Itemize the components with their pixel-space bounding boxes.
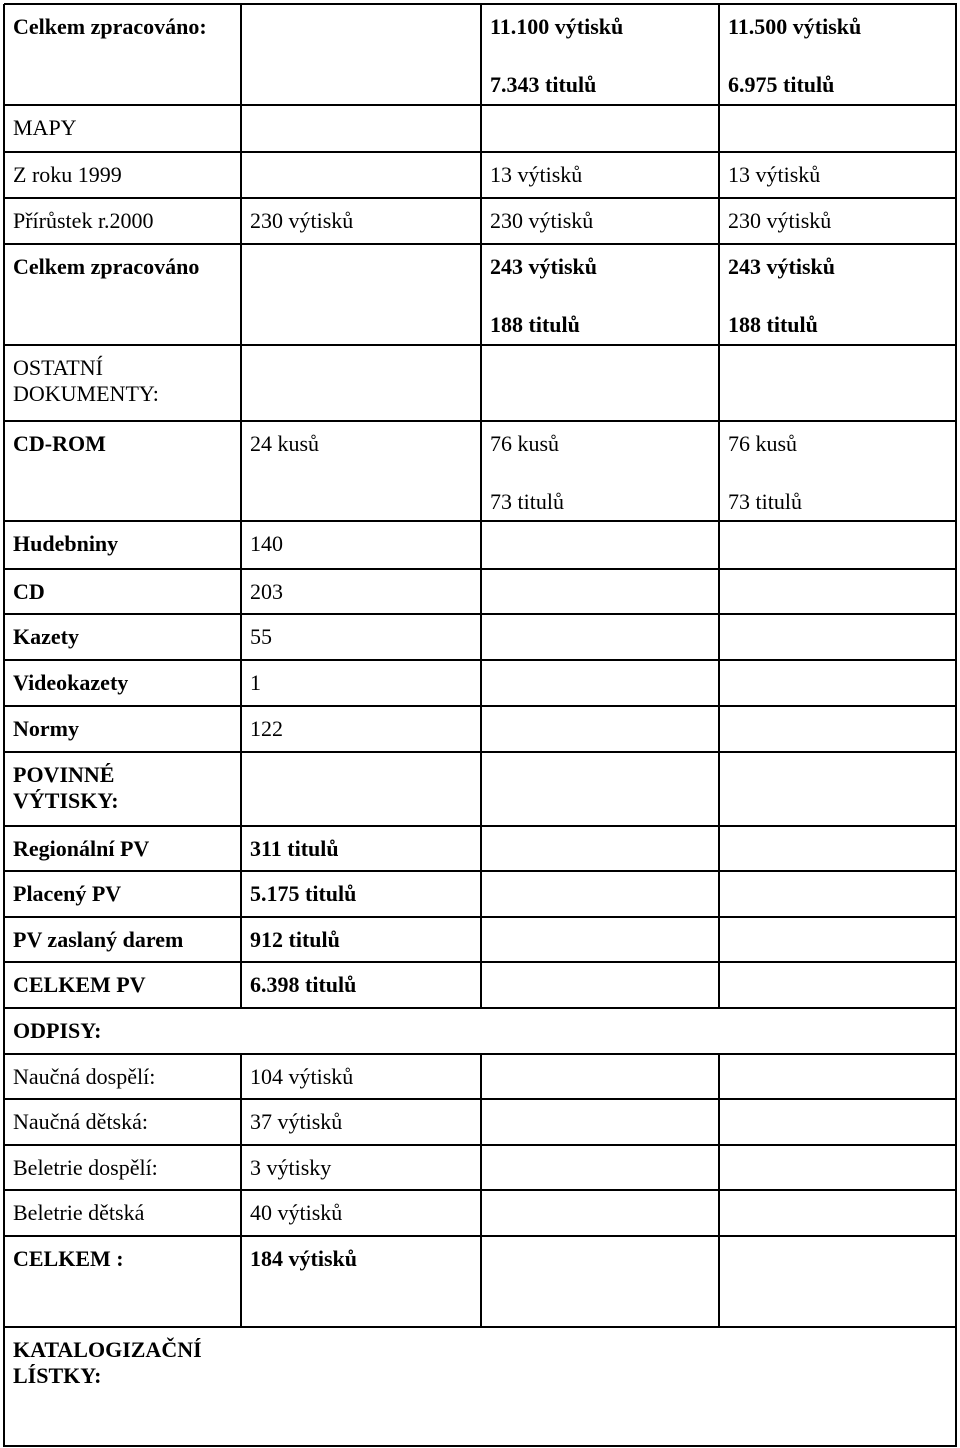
cell-cd-rom-col3-line0: 76 kusů	[728, 431, 798, 456]
table-border	[240, 614, 242, 661]
table-border	[480, 198, 482, 245]
table-border	[240, 152, 242, 199]
table-border	[480, 521, 482, 570]
cell-z-roku-1999-col0: Z roku 1999	[13, 162, 122, 187]
table-border	[718, 152, 720, 199]
cell-celkem-pv-col0: CELKEM PV	[13, 972, 146, 997]
cell-prirustek-2000-col0: Přírůstek r.2000	[13, 208, 154, 233]
cell-ostatni-dokumenty-col0-line0: OSTATNÍ	[13, 355, 103, 380]
table-border	[240, 4, 242, 106]
cell-beletrie-dospeli-col0: Beletrie dospělí:	[13, 1155, 158, 1180]
table-border	[240, 345, 242, 422]
table-border	[480, 962, 482, 1009]
cell-cd-col0: CD	[13, 579, 45, 604]
cell-placeny-pv-col1: 5.175 titulů	[250, 881, 357, 906]
cell-placeny-pv-col0: Placený PV	[13, 881, 122, 906]
table-border	[480, 1099, 482, 1146]
table-border	[718, 569, 720, 615]
cell-celkem-zpracovano-1-col2-line1: 7.343 titulů	[490, 72, 597, 97]
cell-naucna-dospeli-col0: Naučná dospělí:	[13, 1064, 156, 1089]
cell-cd-col1: 203	[250, 579, 283, 604]
cell-regionalni-pv-col0: Regionální PV	[13, 836, 150, 861]
cell-cd-rom-col3-line1: 73 titulů	[728, 489, 802, 514]
table-border	[480, 1145, 482, 1191]
table-border	[240, 105, 242, 153]
table-border	[480, 1190, 482, 1237]
table-border	[718, 1099, 720, 1146]
table-border	[718, 1236, 720, 1328]
cell-ostatni-dokumenty-col0-line1: DOKUMENTY:	[13, 381, 159, 406]
cell-kazety-col1: 55	[250, 624, 272, 649]
cell-normy-col0: Normy	[13, 716, 79, 741]
cell-odpisy-col0: ODPISY:	[13, 1018, 102, 1043]
cell-naucna-dospeli-col1: 104 výtisků	[250, 1064, 354, 1089]
table-border	[480, 4, 482, 106]
table-border	[480, 752, 482, 827]
cell-kazety-col0: Kazety	[13, 624, 79, 649]
table-border	[240, 1099, 242, 1146]
table-border	[718, 826, 720, 872]
cell-prirustek-2000-col3: 230 výtisků	[728, 208, 832, 233]
table-border	[718, 1145, 720, 1191]
cell-videokazety-col1: 1	[250, 670, 261, 695]
cell-celkem-col1: 184 výtisků	[250, 1246, 357, 1271]
cell-celkem-col0: CELKEM :	[13, 1246, 124, 1271]
table-border	[718, 244, 720, 346]
cell-videokazety-col0: Videokazety	[13, 670, 129, 695]
cell-katalogizacni-listky-col0-line0: KATALOGIZAČNÍ	[13, 1337, 202, 1362]
cell-katalogizacni-listky-col0-line1: LÍSTKY:	[13, 1363, 102, 1388]
cell-hudebniny-col0: Hudebniny	[13, 531, 119, 556]
table-border	[240, 752, 242, 827]
table-border	[240, 1145, 242, 1191]
cell-beletrie-detska-col1: 40 výtisků	[250, 1200, 343, 1225]
table-border	[718, 1054, 720, 1100]
table-border	[718, 871, 720, 918]
table-border	[240, 421, 242, 522]
table-border	[718, 521, 720, 570]
cell-povinne-vytisky-col0-line0: POVINNÉ	[13, 762, 115, 787]
table-border	[3, 4, 5, 1447]
table-border	[480, 614, 482, 661]
cell-mapy-col0: MAPY	[13, 115, 77, 140]
table-border	[240, 706, 242, 753]
table-border	[480, 871, 482, 918]
cell-celkem-zpracovano-1-col3-line1: 6.975 titulů	[728, 72, 835, 97]
table-border	[718, 706, 720, 753]
table-border	[240, 826, 242, 872]
table-border	[240, 569, 242, 615]
cell-hudebniny-col1: 140	[250, 531, 283, 556]
table-border	[4, 1445, 957, 1447]
table-border	[480, 152, 482, 199]
table-border	[240, 1054, 242, 1100]
table-border	[240, 244, 242, 346]
table-border	[480, 105, 482, 153]
cell-povinne-vytisky-col0-line1: VÝTISKY:	[13, 788, 119, 813]
cell-naucna-detska-col0: Naučná dětská:	[13, 1109, 148, 1134]
cell-celkem-zpracovano-2-col2-line0: 243 výtisků	[490, 254, 597, 279]
cell-celkem-zpracovano-1-col2-line0: 11.100 výtisků	[490, 14, 624, 39]
table-border	[240, 198, 242, 245]
table-border	[480, 421, 482, 522]
table-border	[718, 917, 720, 963]
cell-cd-rom-col0: CD-ROM	[13, 431, 106, 456]
table-border	[718, 198, 720, 245]
cell-beletrie-dospeli-col1: 3 výtisky	[250, 1155, 332, 1180]
cell-regionalni-pv-col1: 311 titulů	[250, 836, 339, 861]
cell-pv-zaslany-darem-col0: PV zaslaný darem	[13, 927, 184, 952]
table-border	[718, 345, 720, 422]
cell-celkem-zpracovano-1-col3-line0: 11.500 výtisků	[728, 14, 862, 39]
table-border	[240, 521, 242, 570]
table-border	[718, 752, 720, 827]
cell-celkem-pv-col1: 6.398 titulů	[250, 972, 357, 997]
table-border	[480, 660, 482, 707]
table-border	[240, 871, 242, 918]
table-border	[718, 660, 720, 707]
table-border	[480, 244, 482, 346]
cell-cd-rom-col1: 24 kusů	[250, 431, 320, 456]
cell-pv-zaslany-darem-col1: 912 titulů	[250, 927, 340, 952]
cell-beletrie-detska-col0: Beletrie dětská	[13, 1200, 145, 1225]
cell-cd-rom-col2-line1: 73 titulů	[490, 489, 564, 514]
table-border	[718, 614, 720, 661]
cell-celkem-zpracovano-2-col0: Celkem zpracováno	[13, 254, 200, 279]
table-border	[718, 105, 720, 153]
table-border	[718, 1190, 720, 1237]
cell-celkem-zpracovano-1-col0: Celkem zpracováno:	[13, 14, 207, 39]
table-border	[240, 962, 242, 1009]
table-border	[718, 4, 720, 106]
cell-z-roku-1999-col2: 13 výtisků	[490, 162, 583, 187]
cell-celkem-zpracovano-2-col2-line1: 188 titulů	[490, 312, 580, 337]
table-border	[718, 421, 720, 522]
table-border	[480, 345, 482, 422]
cell-celkem-zpracovano-2-col3-line1: 188 titulů	[728, 312, 818, 337]
table-border	[240, 660, 242, 707]
cell-prirustek-2000-col2: 230 výtisků	[490, 208, 594, 233]
table-border	[480, 917, 482, 963]
table-border	[240, 1190, 242, 1237]
cell-celkem-zpracovano-2-col3-line0: 243 výtisků	[728, 254, 835, 279]
cell-prirustek-2000-col1: 230 výtisků	[250, 208, 354, 233]
table-border	[718, 962, 720, 1009]
table-border	[480, 706, 482, 753]
table-border	[480, 1236, 482, 1328]
cell-normy-col1: 122	[250, 716, 283, 741]
cell-z-roku-1999-col3: 13 výtisků	[728, 162, 821, 187]
table-border	[955, 4, 957, 1447]
table-border	[480, 826, 482, 872]
table-border	[480, 569, 482, 615]
table-border	[240, 1236, 242, 1328]
cell-naucna-detska-col1: 37 výtisků	[250, 1109, 343, 1134]
table-border	[480, 1054, 482, 1100]
table-border	[240, 917, 242, 963]
cell-cd-rom-col2-line0: 76 kusů	[490, 431, 560, 456]
